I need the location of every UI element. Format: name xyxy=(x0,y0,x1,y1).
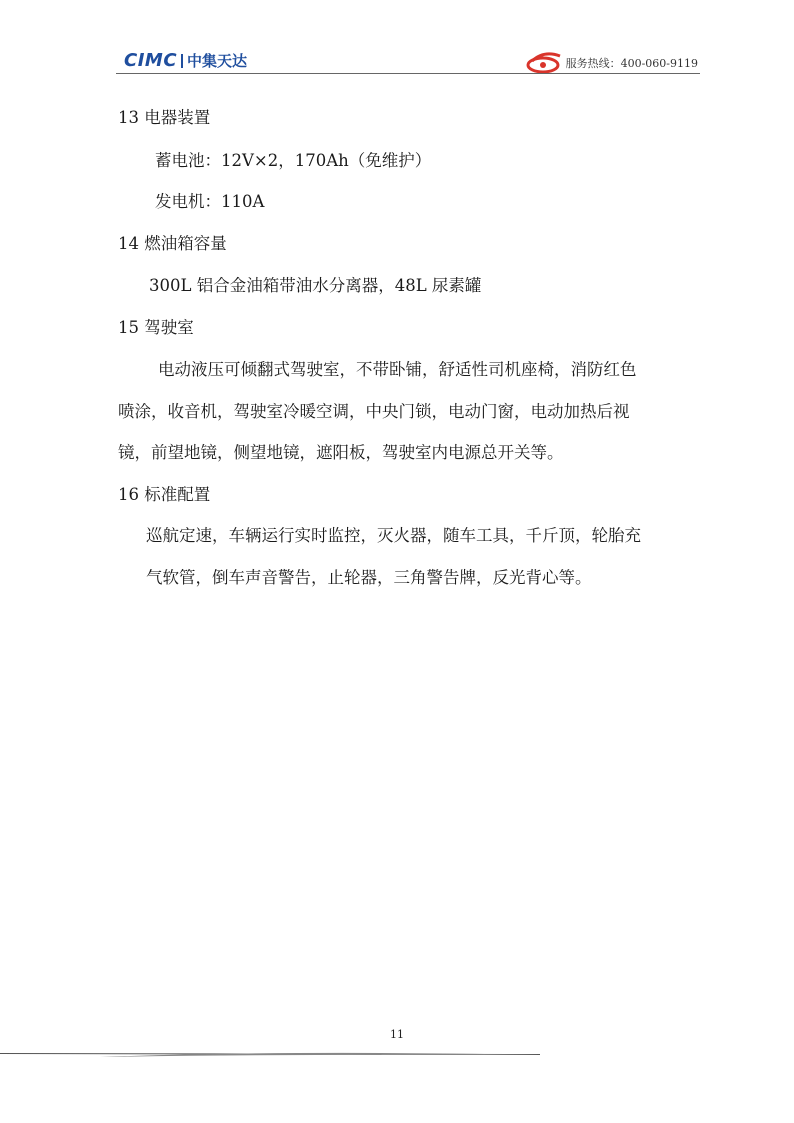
logo-chinese-text: 中集天达 xyxy=(187,52,248,70)
company-logo xyxy=(124,50,247,71)
service-hotline xyxy=(526,52,698,74)
section-heading-standard-config: 16 标准配置 xyxy=(118,485,211,504)
standard-config-line-2: 气软管，倒车声音警告，止轮器，三角警告牌，反光背心等。 xyxy=(146,568,592,587)
cab-description-line-1: 电动液压可倾翻式驾驶室，不带卧铺，舒适性司机座椅，消防红色 xyxy=(158,360,637,379)
header-divider xyxy=(116,73,700,74)
section-heading-fuel-tank: 14 燃油箱容量 xyxy=(118,234,227,253)
standard-config-line-1: 巡航定速，车辆运行实时监控，灭火器，随车工具，千斤顶，轮胎充 xyxy=(146,526,641,545)
footer-divider xyxy=(0,1048,794,1062)
section-heading-electrical: 13 电器装置 xyxy=(118,108,211,127)
service-logo-icon xyxy=(526,52,562,74)
hotline-text: 服务热线：400-060-9119 xyxy=(565,57,698,70)
logo-latin-text: CIMC xyxy=(124,50,178,71)
cab-description-line-2: 喷涂，收音机，驾驶室冷暖空调，中央门锁，电动门窗，电动加热后视 xyxy=(118,402,630,421)
logo-separator xyxy=(181,54,183,68)
page-header xyxy=(116,38,700,74)
cab-description-line-3: 镜，前望地镜，侧望地镜，遮阳板，驾驶室内电源总开关等。 xyxy=(118,443,564,462)
page-number: 11 xyxy=(390,1028,404,1041)
section-heading-cab: 15 驾驶室 xyxy=(118,318,194,337)
generator-spec: 发电机：110A xyxy=(155,192,265,211)
battery-spec: 蓄电池：12V×2，170Ah（免维护） xyxy=(155,151,432,170)
fuel-tank-spec: 300L 铝合金油箱带油水分离器，48L 尿素罐 xyxy=(149,276,482,295)
